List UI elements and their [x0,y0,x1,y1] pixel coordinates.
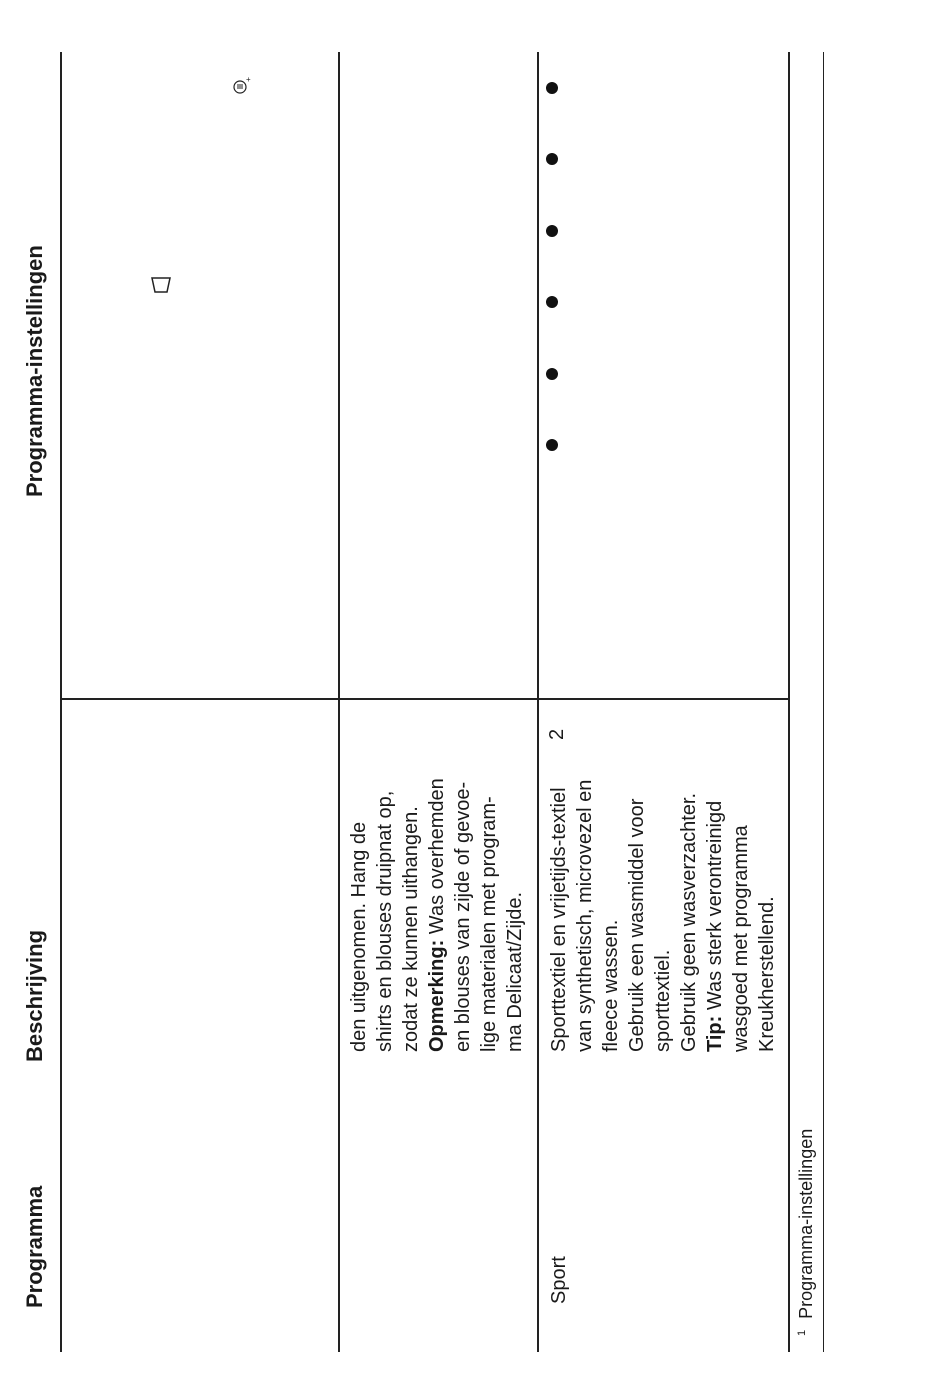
header-settings: Programma-instellingen [22,245,47,497]
setting-dot [546,153,558,165]
footer-rule [823,52,824,1352]
setting-dot [546,82,558,94]
row1-note-line-2: en blouses van zijde of gevoe- [452,781,474,1052]
row2-program: Sport [548,1256,570,1304]
row2-line-6: Gebruik geen wasverzachter. [678,792,700,1052]
extra-rinse-icon [230,75,257,97]
row2-description [546,692,780,1052]
prewash-icon [150,274,177,296]
row-divider-2 [537,52,539,1352]
footnote [796,1129,817,1336]
row1-note-label: Opmerking: [426,939,448,1052]
row2-line-2: van synthetisch, microvezel en [574,779,596,1052]
row2-temp-number: 2 [546,728,568,740]
footnote-text: Programma-instellingen [796,1128,816,1319]
row1-note [424,692,450,1052]
row2-tip-line-1: Was sterk verontreinigd [704,800,726,1016]
row2-line-1: Sporttextiel en vrijetijds-textiel [548,787,570,1052]
header-description: Beschrijving [22,929,47,1062]
row1-description [346,692,528,1052]
row1-line-1: den uitgenomen. Hang de [348,821,370,1052]
top-rule [60,52,62,1352]
settings-header-rule [60,649,61,650]
setting-dot [546,368,558,380]
row2-tip [702,692,728,1052]
row1-note-line-4: ma Delicaat/Zijde. [504,891,526,1052]
row2-line-4: Gebruik een wasmiddel voor [626,798,648,1052]
table-bottom-rule [788,52,790,1352]
footnote-marker: 1 [796,1329,808,1336]
row1-line-2: shirts en blouses druipnat op, [374,790,396,1052]
row2-tip-line-3: Kreukherstellend. [756,896,778,1052]
row2-tip-label: Tip: [704,1015,726,1052]
row-divider-1 [338,52,340,1352]
setting-dot [546,296,558,308]
row2-tip-line-2: wasgoed met programma [730,825,752,1052]
row1-line-3: zodat ze kunnen uithangen. [400,806,422,1052]
header-program: Programma [22,1185,47,1308]
row2-line-5: sporttextiel. [652,949,674,1052]
svg-text:+: + [246,75,251,84]
setting-dot [546,225,558,237]
row2-line-3: fleece wassen. [600,919,622,1052]
setting-dot [546,439,558,451]
row1-note-line-3: lige materialen met program- [478,796,500,1052]
row1-note-line-1: Was overhemden [426,778,448,940]
